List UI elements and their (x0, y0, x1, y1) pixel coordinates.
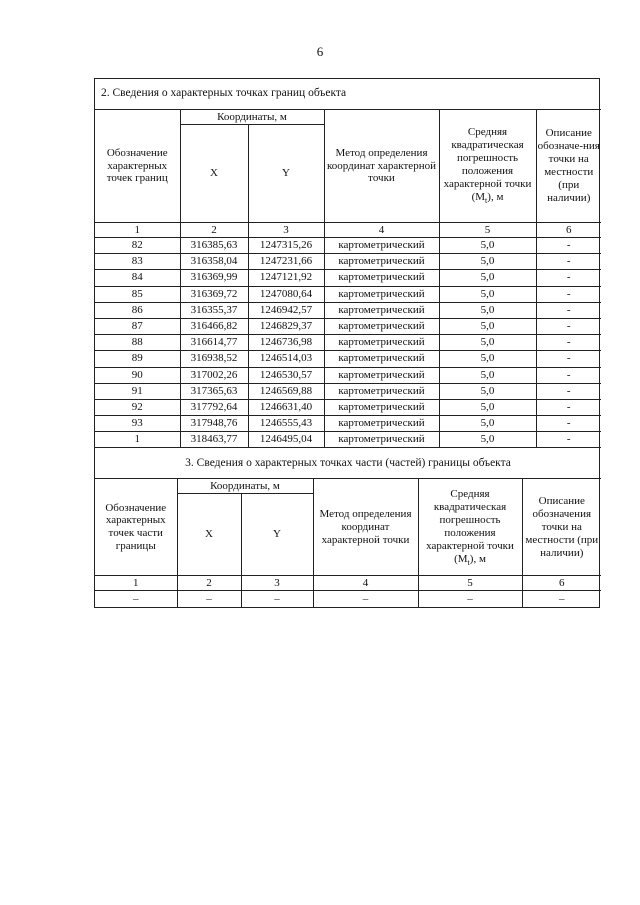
cell-error: 5,0 (439, 286, 536, 302)
cell-desc: - (536, 335, 601, 351)
cell-point: 82 (95, 238, 180, 254)
cell-method: картометрический (324, 238, 439, 254)
cell-point: 1 (95, 432, 180, 448)
header-method: Метод определения координат характерной точки (313, 479, 418, 576)
column-number: 4 (313, 576, 418, 591)
column-number: 5 (439, 223, 536, 238)
table-row (95, 399, 601, 415)
cell-desc: – (522, 591, 601, 607)
page-number: 6 (316, 44, 324, 59)
cell-y: 1246631,40 (248, 399, 324, 415)
cell-error: – (418, 591, 522, 607)
cell-x: 316355,37 (180, 302, 248, 318)
cell-y: 1246514,03 (248, 351, 324, 367)
cell-method: картометрический (324, 286, 439, 302)
cell-x: 318463,77 (180, 432, 248, 448)
header-coords: Координаты, м (180, 110, 324, 125)
column-number: 5 (418, 576, 522, 591)
cell-y: 1246495,04 (248, 432, 324, 448)
header-description: Описание обозначе-ния точки на местности (при наличии) (536, 110, 601, 223)
cell-method: картометрический (324, 351, 439, 367)
cell-point: 92 (95, 399, 180, 415)
cell-y: 1247315,26 (248, 238, 324, 254)
table-row (95, 318, 601, 334)
cell-desc: - (536, 416, 601, 432)
cell-method: – (313, 591, 418, 607)
cell-method: картометрический (324, 335, 439, 351)
column-number: 6 (536, 223, 601, 238)
cell-x: 316369,99 (180, 270, 248, 286)
header-error: Средняя квадратическая погрешность положения характерной точки $(М_t)$, м (418, 479, 522, 576)
cell-x: 317948,76 (180, 416, 248, 432)
column-number: 1 (95, 223, 180, 238)
cell-method: картометрический (324, 432, 439, 448)
header-method: Метод определения координат характерной точки (324, 110, 439, 223)
cell-desc: - (536, 399, 601, 415)
cell-desc: - (536, 302, 601, 318)
column-number: 6 (522, 576, 601, 591)
cell-x: 317792,64 (180, 399, 248, 415)
column-number: 1 (95, 576, 177, 591)
cell-desc: - (536, 432, 601, 448)
cell-x: 317002,26 (180, 367, 248, 383)
cell-desc: - (536, 238, 601, 254)
cell-point: 84 (95, 270, 180, 286)
cell-y: 1247080,64 (248, 286, 324, 302)
cell-error: 5,0 (439, 416, 536, 432)
cell-point: 93 (95, 416, 180, 432)
table-row (95, 416, 601, 432)
cell-y: 1246829,37 (248, 318, 324, 334)
cell-x: 316938,52 (180, 351, 248, 367)
header-coords: Координаты, м (177, 479, 313, 494)
cell-error: 5,0 (439, 351, 536, 367)
cell-error: 5,0 (439, 335, 536, 351)
cell-method: картометрический (324, 254, 439, 270)
header-point: Обозначение характерных точек границ (95, 110, 180, 223)
cell-x: – (177, 591, 241, 607)
table-row (95, 383, 601, 399)
cell-error: 5,0 (439, 254, 536, 270)
header-y: Y (241, 494, 313, 576)
column-numbers-row (95, 576, 601, 591)
part-boundary-points-table (95, 448, 601, 606)
cell-point: 90 (95, 367, 180, 383)
cell-desc: - (536, 254, 601, 270)
header-point: Обозначение характерных точек части границы (95, 479, 177, 576)
cell-error: 5,0 (439, 318, 536, 334)
header-description: Описание обозначения точки на местности (при наличии) (522, 479, 601, 576)
header-y: Y (248, 125, 324, 223)
cell-x: 316369,72 (180, 286, 248, 302)
cell-y: 1247121,92 (248, 270, 324, 286)
cell-point: 88 (95, 335, 180, 351)
cell-x: 316614,77 (180, 335, 248, 351)
cell-desc: - (536, 270, 601, 286)
table-row (95, 351, 601, 367)
cell-y: 1246569,88 (248, 383, 324, 399)
section-2-title: 2. Сведения о характерных точках границ объекта (95, 79, 601, 110)
cell-error: 5,0 (439, 367, 536, 383)
column-number: 2 (177, 576, 241, 591)
table-row (95, 335, 601, 351)
table-row (95, 432, 601, 448)
document-frame (94, 78, 600, 608)
cell-desc: - (536, 367, 601, 383)
cell-method: картометрический (324, 399, 439, 415)
cell-y: – (241, 591, 313, 607)
table-row (95, 302, 601, 318)
column-number: 3 (241, 576, 313, 591)
cell-y: 1246942,57 (248, 302, 324, 318)
cell-error: 5,0 (439, 399, 536, 415)
table-row (95, 238, 601, 254)
cell-error: 5,0 (439, 302, 536, 318)
cell-point: 85 (95, 286, 180, 302)
cell-method: картометрический (324, 270, 439, 286)
column-number: 4 (324, 223, 439, 238)
cell-x: 317365,63 (180, 383, 248, 399)
table-row (95, 270, 601, 286)
cell-method: картометрический (324, 302, 439, 318)
table-row (95, 286, 601, 302)
cell-error: 5,0 (439, 432, 536, 448)
cell-error: 5,0 (439, 270, 536, 286)
column-number: 2 (180, 223, 248, 238)
table-row (95, 591, 601, 607)
cell-point: 83 (95, 254, 180, 270)
cell-y: 1246736,98 (248, 335, 324, 351)
column-numbers-row (95, 223, 601, 238)
cell-y: 1246530,57 (248, 367, 324, 383)
cell-error: 5,0 (439, 238, 536, 254)
cell-desc: - (536, 286, 601, 302)
cell-method: картометрический (324, 383, 439, 399)
cell-method: картометрический (324, 367, 439, 383)
cell-x: 316358,04 (180, 254, 248, 270)
cell-error: 5,0 (439, 383, 536, 399)
cell-method: картометрический (324, 416, 439, 432)
cell-desc: - (536, 351, 601, 367)
section-3-title: 3. Сведения о характерных точках части (частей) границы объекта (95, 448, 601, 479)
header-x: X (180, 125, 248, 223)
cell-point: 87 (95, 318, 180, 334)
cell-point: 91 (95, 383, 180, 399)
column-number: 3 (248, 223, 324, 238)
boundary-points-table (95, 79, 601, 448)
cell-point: 89 (95, 351, 180, 367)
cell-x: 316466,82 (180, 318, 248, 334)
table-row (95, 254, 601, 270)
table-row (95, 367, 601, 383)
cell-y: 1246555,43 (248, 416, 324, 432)
cell-desc: - (536, 383, 601, 399)
cell-x: 316385,63 (180, 238, 248, 254)
cell-method: картометрический (324, 318, 439, 334)
cell-point: 86 (95, 302, 180, 318)
cell-y: 1247231,66 (248, 254, 324, 270)
cell-desc: - (536, 318, 601, 334)
cell-point: – (95, 591, 177, 607)
header-x: X (177, 494, 241, 576)
header-error: Средняя квадратическая погрешность положения характерной точки $(М_t)$, м (439, 110, 536, 223)
